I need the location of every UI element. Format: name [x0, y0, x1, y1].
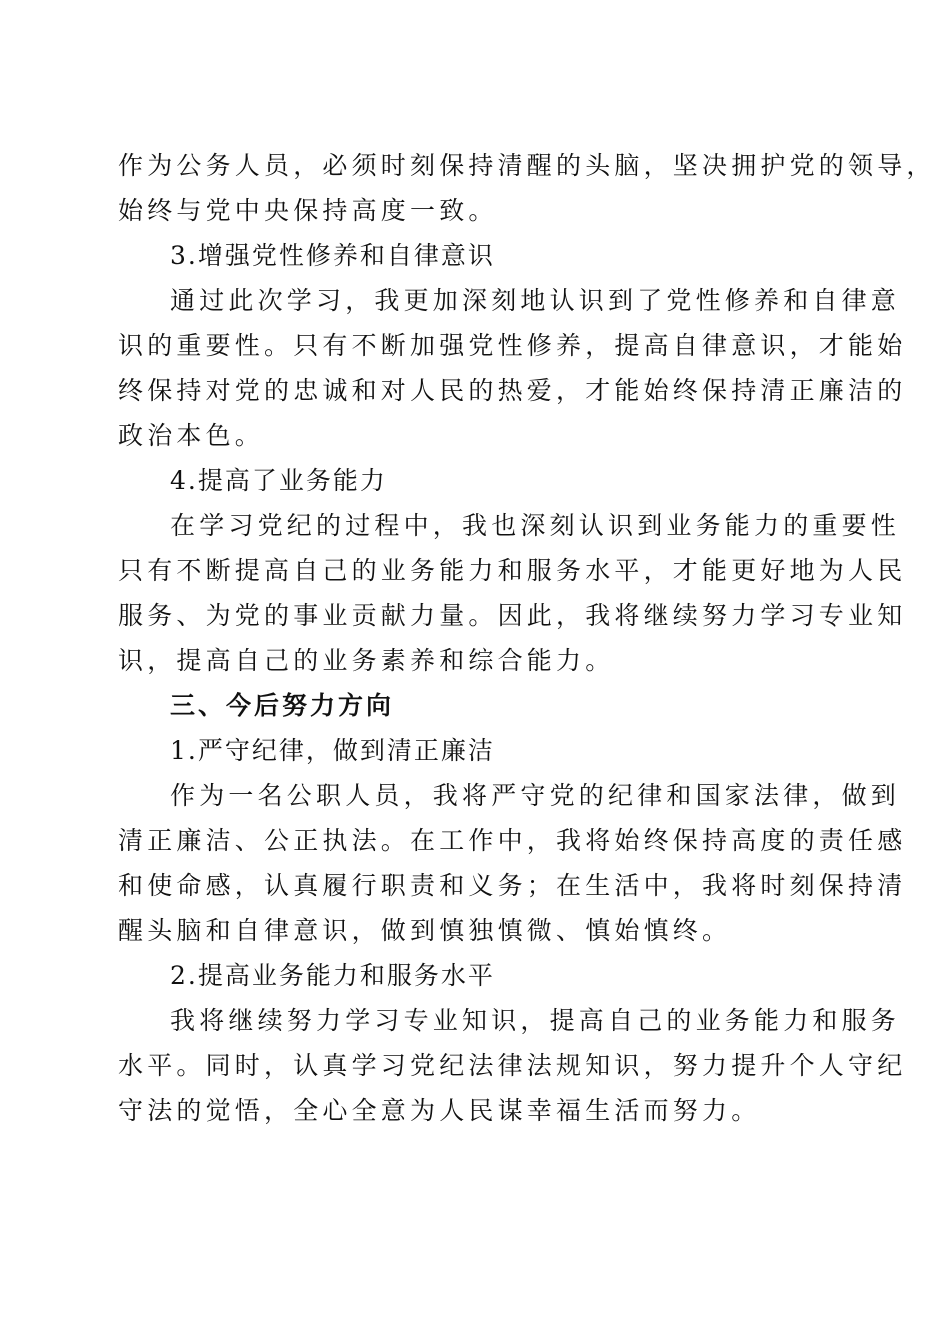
paragraph-line: 政治本色。 [118, 421, 265, 450]
paragraph-line: 识，提高自己的业务素养和综合能力。 [118, 646, 615, 675]
item-title-4: 4.提高了业务能力 [170, 466, 387, 495]
paragraph-line: 始终与党中央保持高度一致。 [118, 196, 498, 225]
paragraph-continued [118, 143, 936, 233]
paragraph-line: 作为一名公职人员，我将严守党的纪律和国家法律，做到 [170, 781, 901, 810]
paragraph [118, 503, 907, 683]
paragraph-line: 清正廉洁、公正执法。在工作中，我将始终保持高度的责任感 [118, 826, 907, 855]
paragraph [118, 998, 907, 1133]
paragraph-line: 醒头脑和自律意识，做到慎独慎微、慎始慎终。 [118, 916, 732, 945]
paragraph-line: 我将继续努力学习专业知识，提高自己的业务能力和服务 [170, 1006, 901, 1035]
item-title-2: 2.提高业务能力和服务水平 [170, 961, 495, 990]
paragraph-line: 识的重要性。只有不断加强党性修养，提高自律意识，才能始 [118, 331, 907, 360]
paragraph-line: 在学习党纪的过程中，我也深刻认识到业务能力的重要性 [170, 511, 901, 540]
paragraph-line: 作为公务人员，必须时刻保持清醒的头脑，坚决拥护党的领导， [118, 151, 936, 180]
paragraph-line: 终保持对党的忠诚和对人民的热爱，才能始终保持清正廉洁的 [118, 376, 907, 405]
item-title-3: 3.增强党性修养和自律意识 [170, 241, 495, 270]
paragraph-line: 水平。同时，认真学习党纪法律法规知识，努力提升个人守纪 [118, 1051, 907, 1080]
paragraph-line: 和使命感，认真履行职责和义务；在生活中，我将时刻保持清 [118, 871, 907, 900]
paragraph-line: 守法的觉悟，全心全意为人民谋幸福生活而努力。 [118, 1096, 761, 1125]
paragraph-line: 服务、为党的事业贡献力量。因此，我将继续努力学习专业知 [118, 601, 907, 630]
paragraph [118, 773, 907, 953]
paragraph-line: 只有不断提高自己的业务能力和服务水平，才能更好地为人民 [118, 556, 907, 585]
section-heading: 三、今后努力方向 [170, 691, 395, 720]
document-body [118, 143, 936, 1133]
paragraph-line: 通过此次学习，我更加深刻地认识到了党性修养和自律意 [170, 286, 901, 315]
paragraph [118, 278, 907, 458]
item-title-1: 1.严守纪律，做到清正廉洁 [170, 736, 495, 765]
